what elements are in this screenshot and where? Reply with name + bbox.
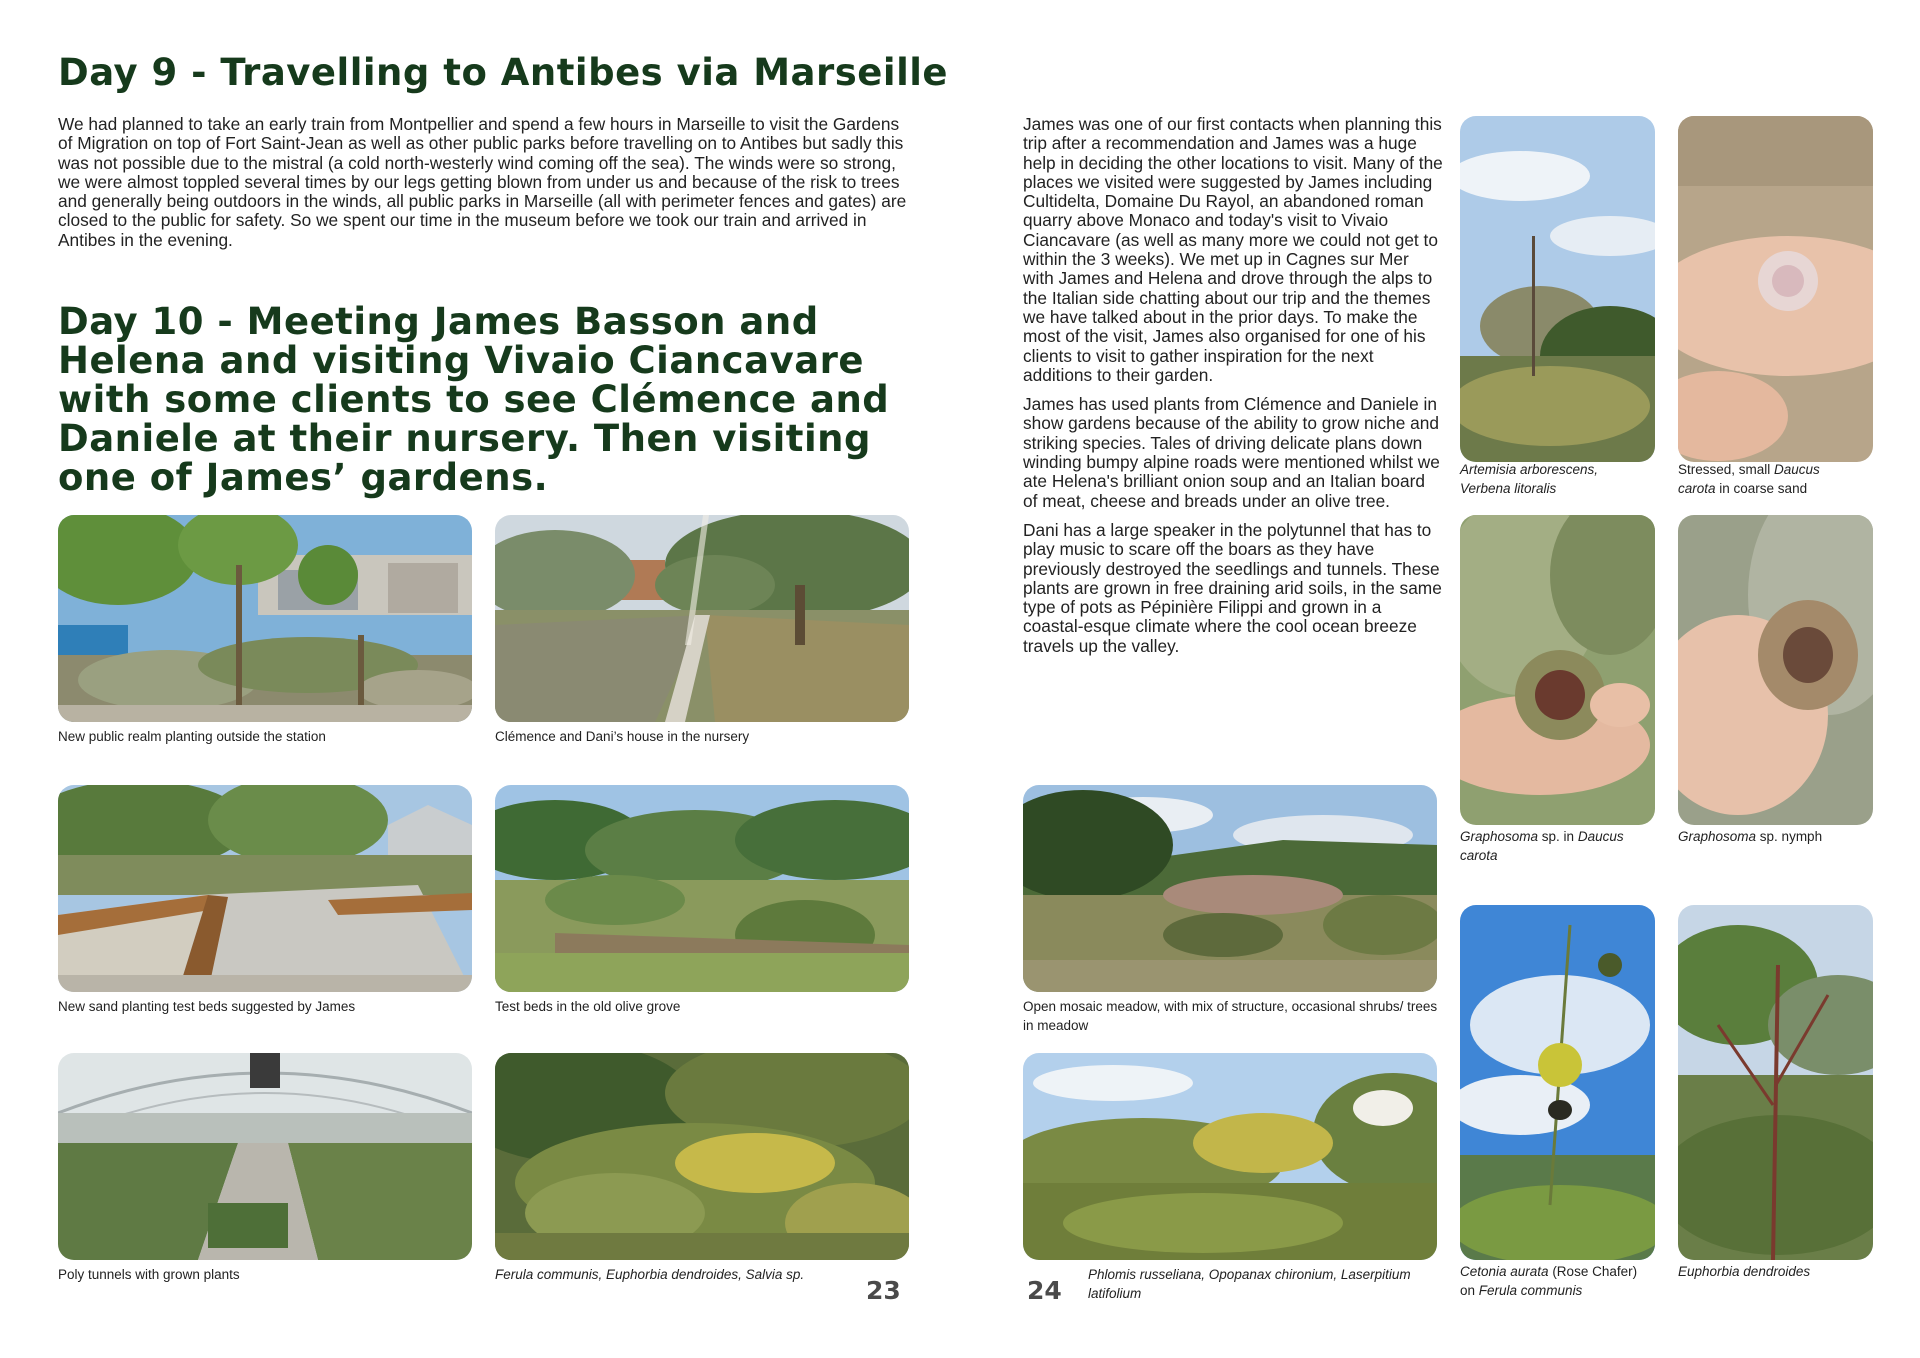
photo-mosaic-meadow xyxy=(1023,785,1437,992)
caption-species: carota xyxy=(1678,481,1716,496)
right-column-text xyxy=(1023,115,1443,666)
caption-line xyxy=(1460,1262,1637,1281)
caption-species: Cetonia aurata xyxy=(1460,1264,1549,1279)
caption-genus: Graphosoma xyxy=(1678,829,1757,844)
photo-olive-grove xyxy=(495,785,909,992)
caption-line xyxy=(1460,846,1624,865)
caption-artemisia-verbena xyxy=(1460,460,1598,498)
caption-text: Stressed, small xyxy=(1678,462,1775,477)
caption-nursery-house: Clémence and Dani’s house in the nursery xyxy=(495,729,750,744)
caption-line xyxy=(1460,1281,1637,1300)
caption-line xyxy=(1678,460,1820,479)
paragraph-show-gardens: James has used plants from Clémence and Daniele in show gardens because of the ability to grow niche and striking species. Tales of driving delicate plans down winding bumpy alpine roads were mentioned whilst we ate Helena's brilliant onion soup and an Italian board of meat, cheese and breads under an olive tree. xyxy=(1023,394,1440,511)
caption-ferula-euphorbia: Ferula communis, Euphorbia dendroides, Salvia sp. xyxy=(495,1267,805,1282)
photo-poly-tunnels xyxy=(58,1053,472,1260)
caption-genus: Daucus xyxy=(1774,462,1820,477)
day10-title: Day 10 - Meeting James Basson and Helena and visiting Vivaio Ciancavare with some clients to see Clémence and Daniele at their nursery. Then visiting one of James’ gardens. xyxy=(58,300,890,499)
caption-mosaic-meadow: Open mosaic meadow, with mix of structure, occasional shrubs/ trees in meadow xyxy=(1023,999,1438,1033)
caption-cetonia-ferula xyxy=(1460,1262,1637,1300)
day9-paragraph: We had planned to take an early train from Montpellier and spend a few hours in Marseille to visit the Gardens of Migration on top of Fort Saint-Jean as well as other public parks before travelling on to Antibes but sadly this was not possible due to the mistral (a cold north-westerly wind coming off the sea). The winds were so strong, we were almost toppled several times by our legs getting blown from under us and because of the risk to trees and generally being outdoors in the winds, all public parks in Marseille (all with perimeter fences and gates) are closed to the public for safety. So we spent our time in the museum before we took our train and arrived in Antibes in the evening. xyxy=(58,114,907,250)
caption-text: (Rose Chafer) xyxy=(1548,1264,1638,1279)
caption-species: Ferula communis xyxy=(1478,1283,1583,1298)
caption-genus: Graphosoma xyxy=(1460,829,1539,844)
caption-phlomis-opopanax: Phlomis russeliana, Opopanax chironium, Laserpitium latifolium xyxy=(1088,1267,1411,1301)
paragraph-james-contact: James was one of our first contacts when planning this trip after a recommendation and James was a huge help in deciding the other locations to visit. Many of the places we visited were suggested by James including Cultidelta, Domaine Du Rayol, an abandoned roman quarry above Monaco and today's visit to Vivaio Ciancavare (as well as many more we could not get to within the 3 weeks). We met up in Cagnes sur Mer with James and Helena and drove through the alps to the Italian side chatting about our trip and the themes we have talked about in the prior days. To make the most of the visit, James also organised for one of his clients to visit to gather inspiration for the next additions to their garden. xyxy=(1023,114,1443,385)
caption-text: in coarse sand xyxy=(1715,481,1808,496)
caption-daucus-sand xyxy=(1678,460,1820,498)
photo-phlomis-opopanax xyxy=(1023,1053,1437,1260)
day9-title: Day 9 - Travelling to Antibes via Marseille xyxy=(58,51,949,94)
page-number-left: 23 xyxy=(866,1276,901,1305)
paragraph-polytunnel: Dani has a large speaker in the polytunnel that has to play music to scare off the boars as they have previously destroyed the seedlings and tunnels. These plants are grown in free draining arid soils, in the same type of pots as Pépinière Filippi and grown in a coastal-esque climate where the cool ocean breeze travels up the valley. xyxy=(1023,519,1442,656)
photo-ferula-euphorbia xyxy=(495,1053,909,1260)
caption-line: Artemisia arborescens, xyxy=(1460,462,1599,477)
caption-text: sp. nymph xyxy=(1756,829,1823,844)
caption-station-planting: New public realm planting outside the station xyxy=(58,729,326,744)
caption-graphosoma-daucus xyxy=(1460,827,1624,865)
caption-line xyxy=(1678,479,1820,498)
photo-artemisia-verbena xyxy=(1460,116,1655,462)
caption-text: sp. in xyxy=(1538,829,1578,844)
photo-graphosoma-daucus xyxy=(1460,515,1655,825)
caption-species: carota xyxy=(1460,848,1498,863)
photo-daucus-hand xyxy=(1678,116,1873,462)
caption-sand-test-beds: New sand planting test beds suggested by James xyxy=(58,999,356,1014)
caption-line xyxy=(1460,827,1624,846)
caption-text: on xyxy=(1460,1283,1479,1298)
photo-graphosoma-nymph xyxy=(1678,515,1873,825)
photo-sand-test-beds xyxy=(58,785,472,992)
caption-graphosoma-nymph xyxy=(1678,827,1822,846)
caption-euphorbia-dendroides: Euphorbia dendroides xyxy=(1678,1264,1811,1279)
photo-nursery-house xyxy=(495,515,909,722)
photo-station-planting xyxy=(58,515,472,722)
caption-olive-grove: Test beds in the old olive grove xyxy=(495,999,681,1014)
photo-cetonia-ferula xyxy=(1460,905,1655,1260)
caption-line: Verbena litoralis xyxy=(1460,481,1557,496)
page-number-right: 24 xyxy=(1027,1276,1062,1305)
caption-genus: Daucus xyxy=(1577,829,1624,844)
photo-euphorbia-dendroides xyxy=(1678,905,1873,1260)
caption-poly-tunnels: Poly tunnels with grown plants xyxy=(58,1267,240,1282)
